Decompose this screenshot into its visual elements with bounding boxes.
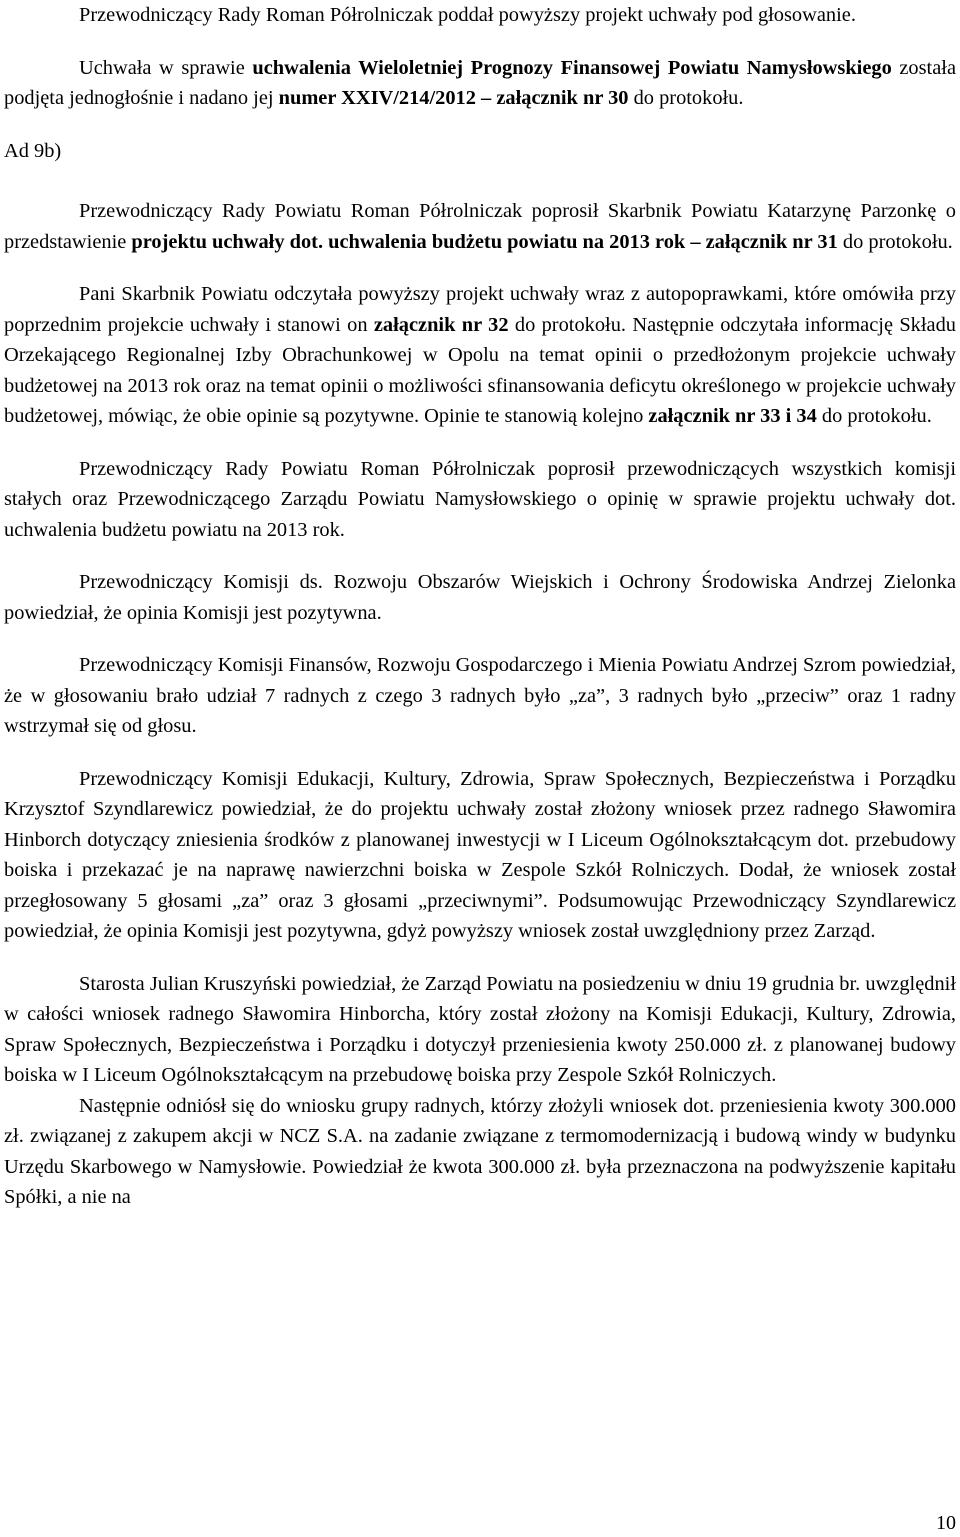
text-run: do protokołu. Następnie odczytała informację Składu Orzekającego Regionalnej Izby Obrachunkowej w Opolu na temat opinii o przedłożonym projekcie uchwały budżetowej na 2013 rok oraz na temat opinii o możliwości sfinansowania deficytu określonego w projekcie uchwały budżetowej, mówiąc, że obie opinie są pozytywne. Opinie te stanowią kolejno (4, 313, 956, 427)
bold-text: załącznik nr 33 i 34 (648, 405, 817, 427)
section-heading-ad-9b (4, 136, 956, 167)
bold-text: numer XXIV/214/2012 – załącznik nr 30 (278, 87, 629, 109)
paragraph-budget-request (4, 196, 956, 257)
text-run: do protokołu. (837, 230, 953, 253)
paragraph-transfer-request (4, 1091, 956, 1213)
document-page (4, 0, 956, 1213)
bold-text: projektu uchwały dot. uchwalenia budżetu powiatu na 2013 rok – załącznik nr 31 (131, 230, 838, 253)
paragraph-resolution-adopted (4, 53, 956, 114)
paragraph-finance-committee-opinion (4, 650, 956, 742)
text-run: Przewodniczący Rady Roman Półrolniczak poddał powyższy projekt uchwały pod głosowanie. (79, 4, 856, 26)
bold-text: uchwalenia Wieloletniej Prognozy Finansowej Powiatu Namysłowskiego (252, 56, 892, 79)
paragraph-rural-committee-opinion (4, 567, 956, 628)
paragraph-treasurer-reading (4, 279, 956, 432)
text-run: Ad 9b) (4, 139, 62, 162)
paragraph-education-committee-opinion (4, 764, 956, 947)
text-run: Przewodniczący Komisji Finansów, Rozwoju Gospodarczego i Mienia Powiatu Andrzej Szrom powiedział, że w głosowaniu brało udział 7 radnych z czego 3 radnych było „za”, 3 radnych było „przeciw” oraz 1 radny wstrzymał się od głosu. (4, 654, 956, 737)
text-run: Przewodniczący Komisji ds. Rozwoju Obszarów Wiejskich i Ochrony Środowiska Andrzej Zielonka powiedział, że opinia Komisji jest pozytywna. (4, 571, 956, 624)
text-run: Uchwała w sprawie (79, 56, 253, 79)
paragraph-starosta-statement (4, 969, 956, 1091)
text-run: Starosta Julian Kruszyński powiedział, że Zarząd Powiatu na posiedzeniu w dniu 19 grudnia br. uwzględnił w całości wniosek radnego Sławomira Hinborcha, który został złożony na Komisji Edukacji, Kultury, Zdrowia, Spraw Społecznych, Bezpieczeństwa i Porządku i dotyczył przeniesienia kwoty 250.000 zł. z planowanej budowy boiska w I Liceum Ogólnokształcącym na przebudowę boiska przy Zespole Szkół Rolniczych. (4, 972, 956, 1086)
text-run: Przewodniczący Rady Powiatu Roman Półrolniczak poprosił przewodniczących wszystkich komisji stałych oraz Przewodniczącego Zarządu Powiatu Namysłowskiego o opinię w sprawie projektu uchwały dot. uchwalenia budżetu powiatu na 2013 rok. (4, 457, 956, 541)
text-run: Pani Skarbnik Powiatu odczytała powyższy projekt uchwały wraz z autopoprawkami, które omówiła przy poprzednim projekcie uchwały i stanowi on (4, 283, 956, 336)
text-run: Następnie odniósł się do wniosku grupy radnych, którzy złożyli wniosek dot. przeniesienia kwoty 300.000 zł. związanej z zakupem akcji w NCZ S.A. na zadanie związane z termomodernizacją i budową windy w budynku Urzędu Skarbowego w Namysłowie. Powiedział że kwota 300.000 zł. była przeznaczona na podwyższenie kapitału Spółki, a nie na (4, 1094, 956, 1208)
page-number: 10 (936, 1512, 956, 1534)
text-run: Przewodniczący Komisji Edukacji, Kultury, Zdrowia, Spraw Społecznych, Bezpieczeństwa i Porządku Krzysztof Szyndlarewicz powiedział, że do projektu uchwały został złożony wniosek przez radnego Sławomira Hinborch dotyczący zniesienia środków z planowanej inwestycji w I Liceum Ogólnokształcącym dot. przebudowy boiska i przekazać je na naprawę nawierzchni boiska w Zespole Szkół Rolniczych. Dodał, że wniosek został przegłosowany 5 głosami „za” oraz 3 głosami „przeciwnymi”. Podsumowując Przewodniczący Szyndlarewicz powiedział, że opinia Komisji jest pozytywna, gdyż powyższy wniosek został uwzględniony przez Zarząd. (4, 767, 956, 942)
paragraph-committee-opinions-request (4, 454, 956, 546)
text-run: do protokołu. (816, 405, 932, 427)
text-run: została podjęta jednogłośnie i nadano jej (4, 56, 956, 109)
bold-text: załącznik nr 32 (373, 313, 509, 336)
paragraph-vote-announcement (4, 0, 956, 31)
text-run: do protokołu. (628, 87, 744, 109)
text-run: Przewodniczący Rady Powiatu Roman Półrolniczak poprosił Skarbnik Powiatu Katarzynę Parzonkę o przedstawienie (4, 200, 956, 253)
